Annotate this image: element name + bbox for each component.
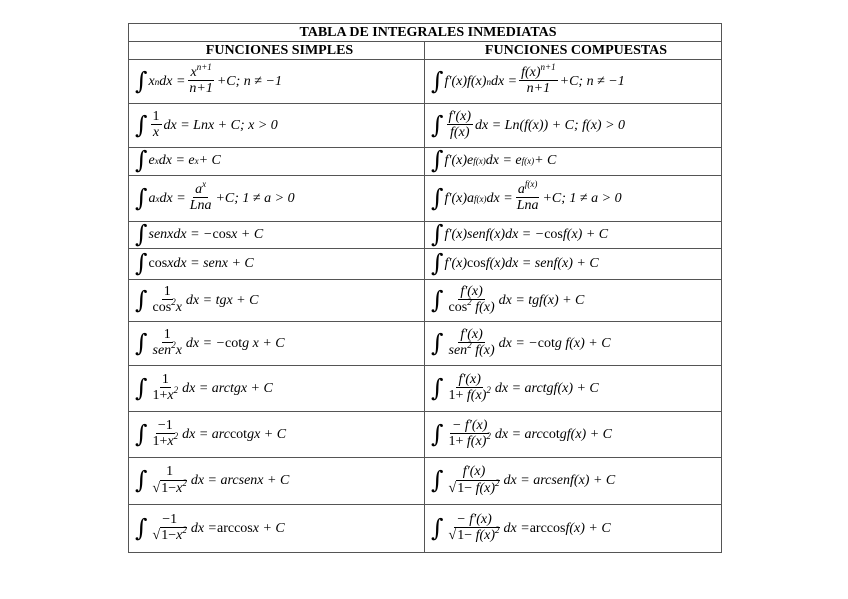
integrals-table: [128, 23, 722, 553]
table-row: [129, 176, 722, 222]
formula-compound-log: ∫ $\frac{f'(x)}{f(x)}$ dx = Ln(f(x)) + C; f(x) > 0: [425, 104, 722, 148]
table-row: [129, 322, 722, 366]
table-row: [129, 505, 722, 553]
formula-simple-arccot: ∫ $\frac{-1}{1+x^2}$ dx = arc cot gx + C: [129, 412, 425, 458]
formula-compound-power: ∫ f′(x)f(x) n dx = $\frac{f(x)^{n+1}}{n+1}$ +C; n ≠ −1: [425, 60, 722, 104]
table-row: [129, 458, 722, 505]
formula-simple-arccos: ∫ $\frac{-1}{√1-x^2}$ dx = arccos x + C: [129, 505, 425, 553]
formula-simple-log: ∫ $\frac{1}{x}$ dx = Lnx + C; x > 0: [129, 104, 425, 148]
table-row: [129, 60, 722, 104]
table-row: [129, 412, 722, 458]
formula-simple-power: ∫ x n dx = $\frac{x^{n+1}}{n+1}$ +C; n ≠ −1: [129, 60, 425, 104]
table-row: [129, 366, 722, 412]
column-header-compound: FUNCIONES COMPUESTAS: [425, 42, 722, 60]
formula-compound-exp: ∫ f′(x)e f(x) dx = e f(x) + C: [425, 148, 722, 176]
formula-simple-exp-a: ∫ a x dx = $\frac{a^x}{\text{Lna}}$ +C; 1 ≠ a > 0: [129, 176, 425, 222]
formula-compound-arccot: ∫ $\frac{- f'(x)}{1+ f(x)^2}$ dx = arc cot gf(x) + C: [425, 412, 722, 458]
formula-compound-arcsin: ∫ $\frac{f'(x)}{√1- f(x)^2}$ dx = arcsenf(x) + C: [425, 458, 722, 505]
formula-simple-arcsin: ∫ $\frac{1}{√1-x^2}$ dx = arcsenx + C: [129, 458, 425, 505]
table-row: [129, 148, 722, 176]
formula-compound-tan: ∫ $\frac{f'(x)}{\cos^2 f(x)}$ dx = tgf(x) + C: [425, 280, 722, 322]
table-row: [129, 222, 722, 249]
table-title: TABLA DE INTEGRALES INMEDIATAS: [129, 24, 722, 42]
formula-simple-sin: ∫ senxdx = − cos x + C: [129, 222, 425, 249]
formula-simple-arctan: ∫ $\frac{1}{1+x^2}$ dx = arctgx + C: [129, 366, 425, 412]
column-header-simple: FUNCIONES SIMPLES: [129, 42, 425, 60]
formula-compound-sin: ∫ f′(x)senf(x)dx = − cos f(x) + C: [425, 222, 722, 249]
formula-compound-arccos: ∫ $\frac{- f'(x)}{√1- f(x)^2}$ dx = arccos f(x) + C: [425, 505, 722, 553]
formula-compound-exp-a: ∫ f′(x)a f(x) dx = $\frac{a^{f(x)}}{\text{Lna}}$ +C; 1 ≠ a > 0: [425, 176, 722, 222]
table-row: [129, 249, 722, 280]
formula-compound-cot: ∫ $\frac{f'(x)}{sen^2 f(x)}$ dx = − cot g f(x) + C: [425, 322, 722, 366]
formula-simple-exp: ∫ e x dx = e x + C: [129, 148, 425, 176]
formula-simple-tan: ∫ $\frac{1}{\cos^2x}$ dx = tgx + C: [129, 280, 425, 322]
formula-compound-cos: ∫ f′(x) cos f(x)dx = senf(x) + C: [425, 249, 722, 280]
formula-simple-cos: ∫ cos xdx = senx + C: [129, 249, 425, 280]
formula-simple-cot: ∫ $\frac{1}{sen^2x}$ dx = − cot g x + C: [129, 322, 425, 366]
table-row: [129, 280, 722, 322]
formula-compound-arctan: ∫ $\frac{f'(x)}{1+ f(x)^2}$ dx = arctgf(x) + C: [425, 366, 722, 412]
table-row: [129, 104, 722, 148]
